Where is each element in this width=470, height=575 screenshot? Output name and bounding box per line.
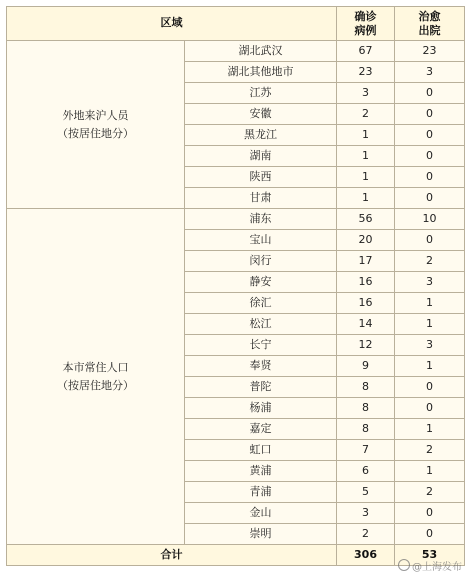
weibo-icon [398, 559, 410, 571]
group-label-line2: （按居住地分） [57, 126, 134, 140]
area-cell: 陕西 [185, 167, 337, 188]
area-cell: 长宁 [185, 335, 337, 356]
recovered-cell: 1 [395, 314, 465, 335]
confirmed-cell: 1 [337, 167, 395, 188]
confirmed-cell: 1 [337, 125, 395, 146]
area-cell: 杨浦 [185, 398, 337, 419]
area-cell: 浦东 [185, 209, 337, 230]
area-cell: 甘肃 [185, 188, 337, 209]
group-label-resident [7, 209, 185, 545]
confirmed-cell: 16 [337, 272, 395, 293]
total-label: 合计 [7, 545, 337, 566]
confirmed-cell: 2 [337, 104, 395, 125]
area-cell: 黑龙江 [185, 125, 337, 146]
confirmed-cell: 6 [337, 461, 395, 482]
recovered-cell: 3 [395, 335, 465, 356]
area-cell: 嘉定 [185, 419, 337, 440]
confirmed-cell: 3 [337, 503, 395, 524]
total-confirmed: 306 [337, 545, 395, 566]
total-recovered: 53 [395, 545, 465, 566]
confirmed-cell: 2 [337, 524, 395, 545]
recovered-cell: 1 [395, 293, 465, 314]
confirmed-cell: 17 [337, 251, 395, 272]
recovered-cell: 0 [395, 377, 465, 398]
case-table-container [6, 6, 464, 566]
confirmed-cell: 8 [337, 377, 395, 398]
area-cell: 崇明 [185, 524, 337, 545]
area-cell: 宝山 [185, 230, 337, 251]
confirmed-cell: 56 [337, 209, 395, 230]
area-cell: 闵行 [185, 251, 337, 272]
total-row [7, 545, 465, 566]
confirmed-cell: 9 [337, 356, 395, 377]
recovered-cell: 2 [395, 482, 465, 503]
weibo-watermark [398, 558, 462, 573]
header-confirmed-line2: 病例 [354, 24, 377, 37]
table-header-row [7, 7, 465, 41]
confirmed-cell: 7 [337, 440, 395, 461]
area-cell: 金山 [185, 503, 337, 524]
recovered-cell: 0 [395, 524, 465, 545]
recovered-cell: 3 [395, 272, 465, 293]
recovered-cell: 0 [395, 104, 465, 125]
area-cell: 奉贤 [185, 356, 337, 377]
header-confirmed [337, 7, 395, 41]
confirmed-cell: 5 [337, 482, 395, 503]
area-cell: 湖南 [185, 146, 337, 167]
area-cell: 安徽 [185, 104, 337, 125]
recovered-cell: 0 [395, 83, 465, 104]
confirmed-cell: 16 [337, 293, 395, 314]
header-recovered [395, 7, 465, 41]
table-row [7, 209, 465, 230]
confirmed-cell: 67 [337, 41, 395, 62]
recovered-cell: 2 [395, 251, 465, 272]
area-cell: 松江 [185, 314, 337, 335]
recovered-cell: 1 [395, 461, 465, 482]
recovered-cell: 0 [395, 167, 465, 188]
table-row [7, 41, 465, 62]
area-cell: 湖北其他地市 [185, 62, 337, 83]
header-recovered-line2: 出院 [418, 24, 441, 37]
recovered-cell: 3 [395, 62, 465, 83]
area-cell: 徐汇 [185, 293, 337, 314]
recovered-cell: 0 [395, 125, 465, 146]
confirmed-cell: 23 [337, 62, 395, 83]
confirmed-cell: 1 [337, 188, 395, 209]
recovered-cell: 0 [395, 188, 465, 209]
recovered-cell: 0 [395, 146, 465, 167]
group-label-line1: 本市常住人口 [62, 360, 129, 374]
watermark-text: @上海发布 [412, 562, 462, 573]
confirmed-cell: 3 [337, 83, 395, 104]
case-distribution-table [6, 6, 465, 566]
header-region: 区域 [7, 7, 337, 41]
confirmed-cell: 20 [337, 230, 395, 251]
group-label-line1: 外地来沪人员 [62, 108, 129, 122]
recovered-cell: 10 [395, 209, 465, 230]
recovered-cell: 1 [395, 356, 465, 377]
area-cell: 普陀 [185, 377, 337, 398]
group-label-line2: （按居住地分） [57, 378, 134, 392]
recovered-cell: 1 [395, 419, 465, 440]
area-cell: 虹口 [185, 440, 337, 461]
header-confirmed-line1: 确诊 [354, 10, 377, 24]
confirmed-cell: 8 [337, 419, 395, 440]
confirmed-cell: 12 [337, 335, 395, 356]
area-cell: 黄浦 [185, 461, 337, 482]
recovered-cell: 2 [395, 440, 465, 461]
area-cell: 湖北武汉 [185, 41, 337, 62]
area-cell: 江苏 [185, 83, 337, 104]
confirmed-cell: 1 [337, 146, 395, 167]
area-cell: 静安 [185, 272, 337, 293]
area-cell: 青浦 [185, 482, 337, 503]
recovered-cell: 0 [395, 230, 465, 251]
table-body [7, 41, 465, 566]
confirmed-cell: 14 [337, 314, 395, 335]
recovered-cell: 0 [395, 398, 465, 419]
header-recovered-line1: 治愈 [418, 10, 441, 24]
recovered-cell: 0 [395, 503, 465, 524]
recovered-cell: 23 [395, 41, 465, 62]
group-label-nonlocal [7, 41, 185, 209]
confirmed-cell: 8 [337, 398, 395, 419]
